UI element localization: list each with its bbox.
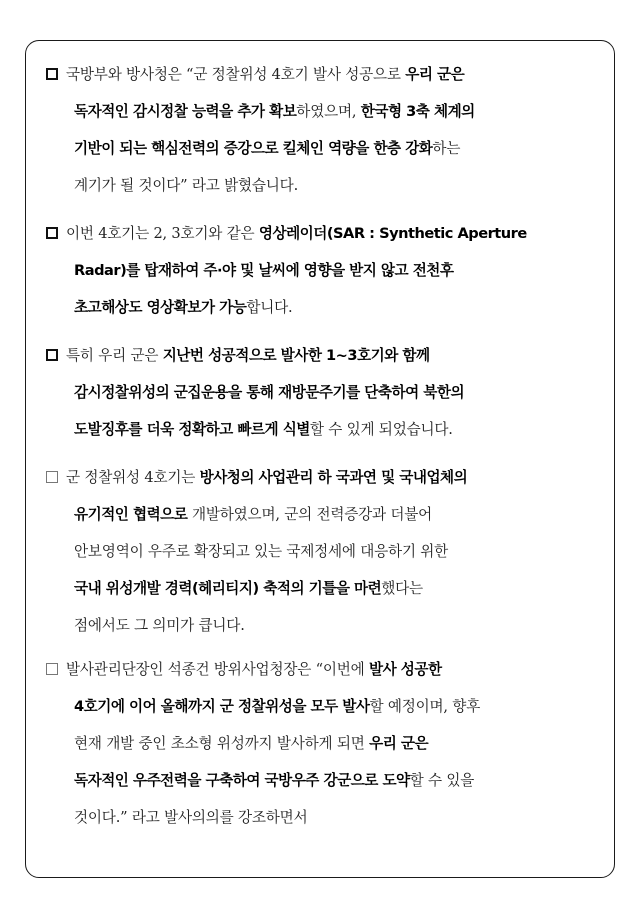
bold-text-run: 유기적인 협력으로 <box>74 506 192 523</box>
text-run: 계기가 될 것이다” 라고 밝혔습니다. <box>74 177 299 194</box>
text-run: 국방부와 방사청은 “군 정찰위성 4호기 발사 성공으로 <box>66 66 406 83</box>
bold-text-run: 방사청의 사업관리 하 국과연 및 국내업체의 <box>199 469 468 486</box>
paragraph-line <box>46 215 601 252</box>
text-run: 할 수 있게 되었습니다. <box>309 421 453 438</box>
bold-text-run: 한국형 3축 체계의 <box>360 103 475 120</box>
paragraph-line <box>46 762 601 799</box>
bold-text-run: 발사 성공한 <box>368 661 442 678</box>
paragraph-line <box>46 56 601 93</box>
checkbox-bullet-icon <box>46 349 58 361</box>
paragraph-4 <box>46 459 601 644</box>
paragraph-line <box>46 570 601 607</box>
text-run: 점에서도 그 의미가 큽니다. <box>74 617 245 634</box>
text-run: 할 수 있을 <box>409 772 475 789</box>
paragraph-line <box>46 252 601 289</box>
text-run: 것이다.” 라고 발사의의를 강조하면서 <box>74 809 308 826</box>
text-run: 안보영역이 우주로 확장되고 있는 국제정세에 대응하기 위한 <box>74 543 449 560</box>
bold-text-run: 우리 군은 <box>405 66 465 83</box>
paragraph-line <box>46 533 601 570</box>
text-run: 하였으며, <box>296 103 361 120</box>
text-run: 특히 우리 군은 <box>66 347 163 364</box>
square-bullet-icon <box>46 663 58 675</box>
checkbox-bullet-icon <box>46 68 58 80</box>
text-run: 현재 개발 중인 초소형 위성까지 발사하게 되면 <box>74 735 370 752</box>
paragraph-line <box>46 167 601 204</box>
paragraph-5 <box>46 651 601 836</box>
bold-text-run: 4호기에 이어 올해까지 군 정찰위성을 모두 발사 <box>74 698 370 715</box>
paragraph-line <box>46 651 601 688</box>
text-run: 발사관리단장인 석종건 방위사업청장은 “이번에 <box>66 661 369 678</box>
paragraph-line <box>46 459 601 496</box>
paragraph-2 <box>46 215 601 326</box>
paragraph-line <box>46 411 601 448</box>
paragraph-line <box>46 374 601 411</box>
paragraph-line <box>46 799 601 836</box>
paragraph-line <box>46 130 601 167</box>
text-run: 개발하였으며, 군의 전력증강과 더불어 <box>191 506 433 523</box>
bold-text-run: 독자적인 감시정찰 능력을 추가 확보 <box>74 103 297 120</box>
bold-text-run: 도발징후를 더욱 정확하고 빠르게 식별 <box>74 421 310 438</box>
bold-text-run: 지난번 성공적으로 발사한 1~3호기와 함께 <box>162 347 430 364</box>
paragraph-line <box>46 496 601 533</box>
text-run: 합니다. <box>246 299 293 316</box>
paragraph-line <box>46 725 601 762</box>
bold-text-run: 국내 위성개발 경력(헤리티지) 축적의 기틀을 마련 <box>74 580 382 597</box>
bold-text-run: 독자적인 우주전력을 구축하여 국방우주 강군으로 도약 <box>74 772 410 789</box>
bold-text-run: 영상레이더(SAR : Synthetic Aperture <box>258 225 527 242</box>
paragraph-line <box>46 607 601 644</box>
paragraph-line <box>46 688 601 725</box>
bold-text-run: 기반이 되는 핵심전력의 증강으로 킬체인 역량을 한층 강화 <box>74 140 433 157</box>
text-run: 했다는 <box>381 580 423 597</box>
paragraph-line <box>46 337 601 374</box>
paragraph-line <box>46 289 601 326</box>
bold-text-run: 우리 군은 <box>369 735 429 752</box>
text-run: 군 정찰위성 4호기는 <box>66 469 200 486</box>
checkbox-bullet-icon <box>46 227 58 239</box>
paragraph-3 <box>46 337 601 448</box>
paragraph-1 <box>46 56 601 204</box>
paragraph-line <box>46 93 601 130</box>
bold-text-run: Radar)를 탑재하여 주·야 및 날씨에 영향을 받지 않고 전천후 <box>74 262 454 279</box>
text-run: 하는 <box>432 140 461 157</box>
bold-text-run: 감시정찰위성의 군집운용을 통해 재방문주기를 단축하여 북한의 <box>74 384 465 401</box>
square-bullet-icon <box>46 471 58 483</box>
text-run: 이번 4호기는 2, 3호기와 같은 <box>66 225 259 242</box>
bold-text-run: 초고해상도 영상확보가 가능 <box>74 299 247 316</box>
text-run: 할 예정이며, 향후 <box>369 698 481 715</box>
